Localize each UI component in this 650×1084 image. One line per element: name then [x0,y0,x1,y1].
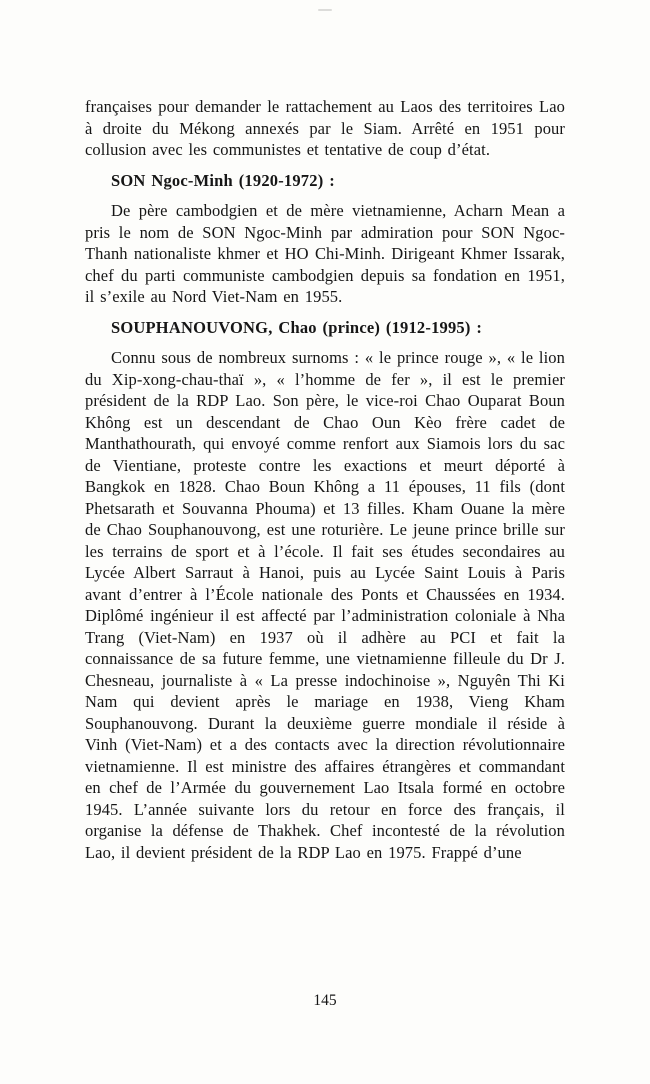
paragraph-son-ngoc-minh: De père cambodgien et de mère vietnamienne, Acharn Mean a pris le nom de SON Ngoc-Minh par admiration pour SON Ngoc-Thanh nationaliste khmer et HO Chi-Minh. Dirigeant Khmer Issarak, chef du parti communiste cambodgien depuis sa fondation en 1951, il s’exile au Nord Viet-Nam en 1955. [85,201,565,306]
page-number: 145 [313,992,337,1009]
scan-artifact-mark [318,9,332,11]
paragraph-continuation: françaises pour demander le rattachement au Laos des territoires Lao à droite du Mékong annexés par le Siam. Arrêté en 1951 pour collusion avec les communistes et tentative de coup d’état. [85,97,565,159]
entry-heading-souphanouvong: SOUPHANOUVONG, Chao (prince) (1912-1995) : [111,317,483,337]
paragraph-souphanouvong: Connu sous de nombreux surnoms : « le prince rouge », « le lion du Xip-xong-chau-thaï », « l’homme de fer », il est le premier président de la RDP Lao. Son père, le vice-roi Chao Ouparat Boun Không est un descendant de Chao Oun Kèo frère cadet de Manthathourath, qui envoyé comme renfort aux Siamois lors du sac de Vientiane, proteste contre les exactions et meurt déporté à Bangkok en 1828. Chao Boun Không a 11 épouses, 11 fils (dont Phetsarath et Souvanna Phouma) et 13 filles. Kham Ouane la mère de Chao Souphanouvong, est une roturière. Le jeune prince brille sur les terrains de sport et à l’école. Il fait ses études secondaires au Lycée Albert Sarraut à Hanoi, puis au Lycée Saint Louis à Paris avant d’entrer à l’École nationale des Ponts et Chaussées en 1934. Diplômé ingénieur il est affecté par l’administration coloniale à Nha Trang (Viet-Nam) en 1937 où il adhère au PCI et fait la connaissance de sa future femme, une vietnamienne filleule du Dr J. Chesneau, journaliste à « La presse indochinoise », Nguyên Thi Ki Nam qui devient après le mariage en 1938, Vieng Kham Souphanouvong. Durant la deuxième guerre mondiale il réside à Vinh (Viet-Nam) et a des contacts avec la direction révolutionnaire vietnamienne. Il est ministre des affaires étrangères et commandant en chef de l’Armée du gouvernement Lao Itsala formé en octobre 1945. L’année suivante lors du retour en force des français, il organise la défense de Thakhek. Chef incontesté de la révolution Lao, il devient président de la RDP Lao en 1975. Frappé d’une [85,348,565,862]
entry-heading-son-ngoc-minh: SON Ngoc-Minh (1920-1972) : [111,170,335,190]
text-block [85,96,565,863]
